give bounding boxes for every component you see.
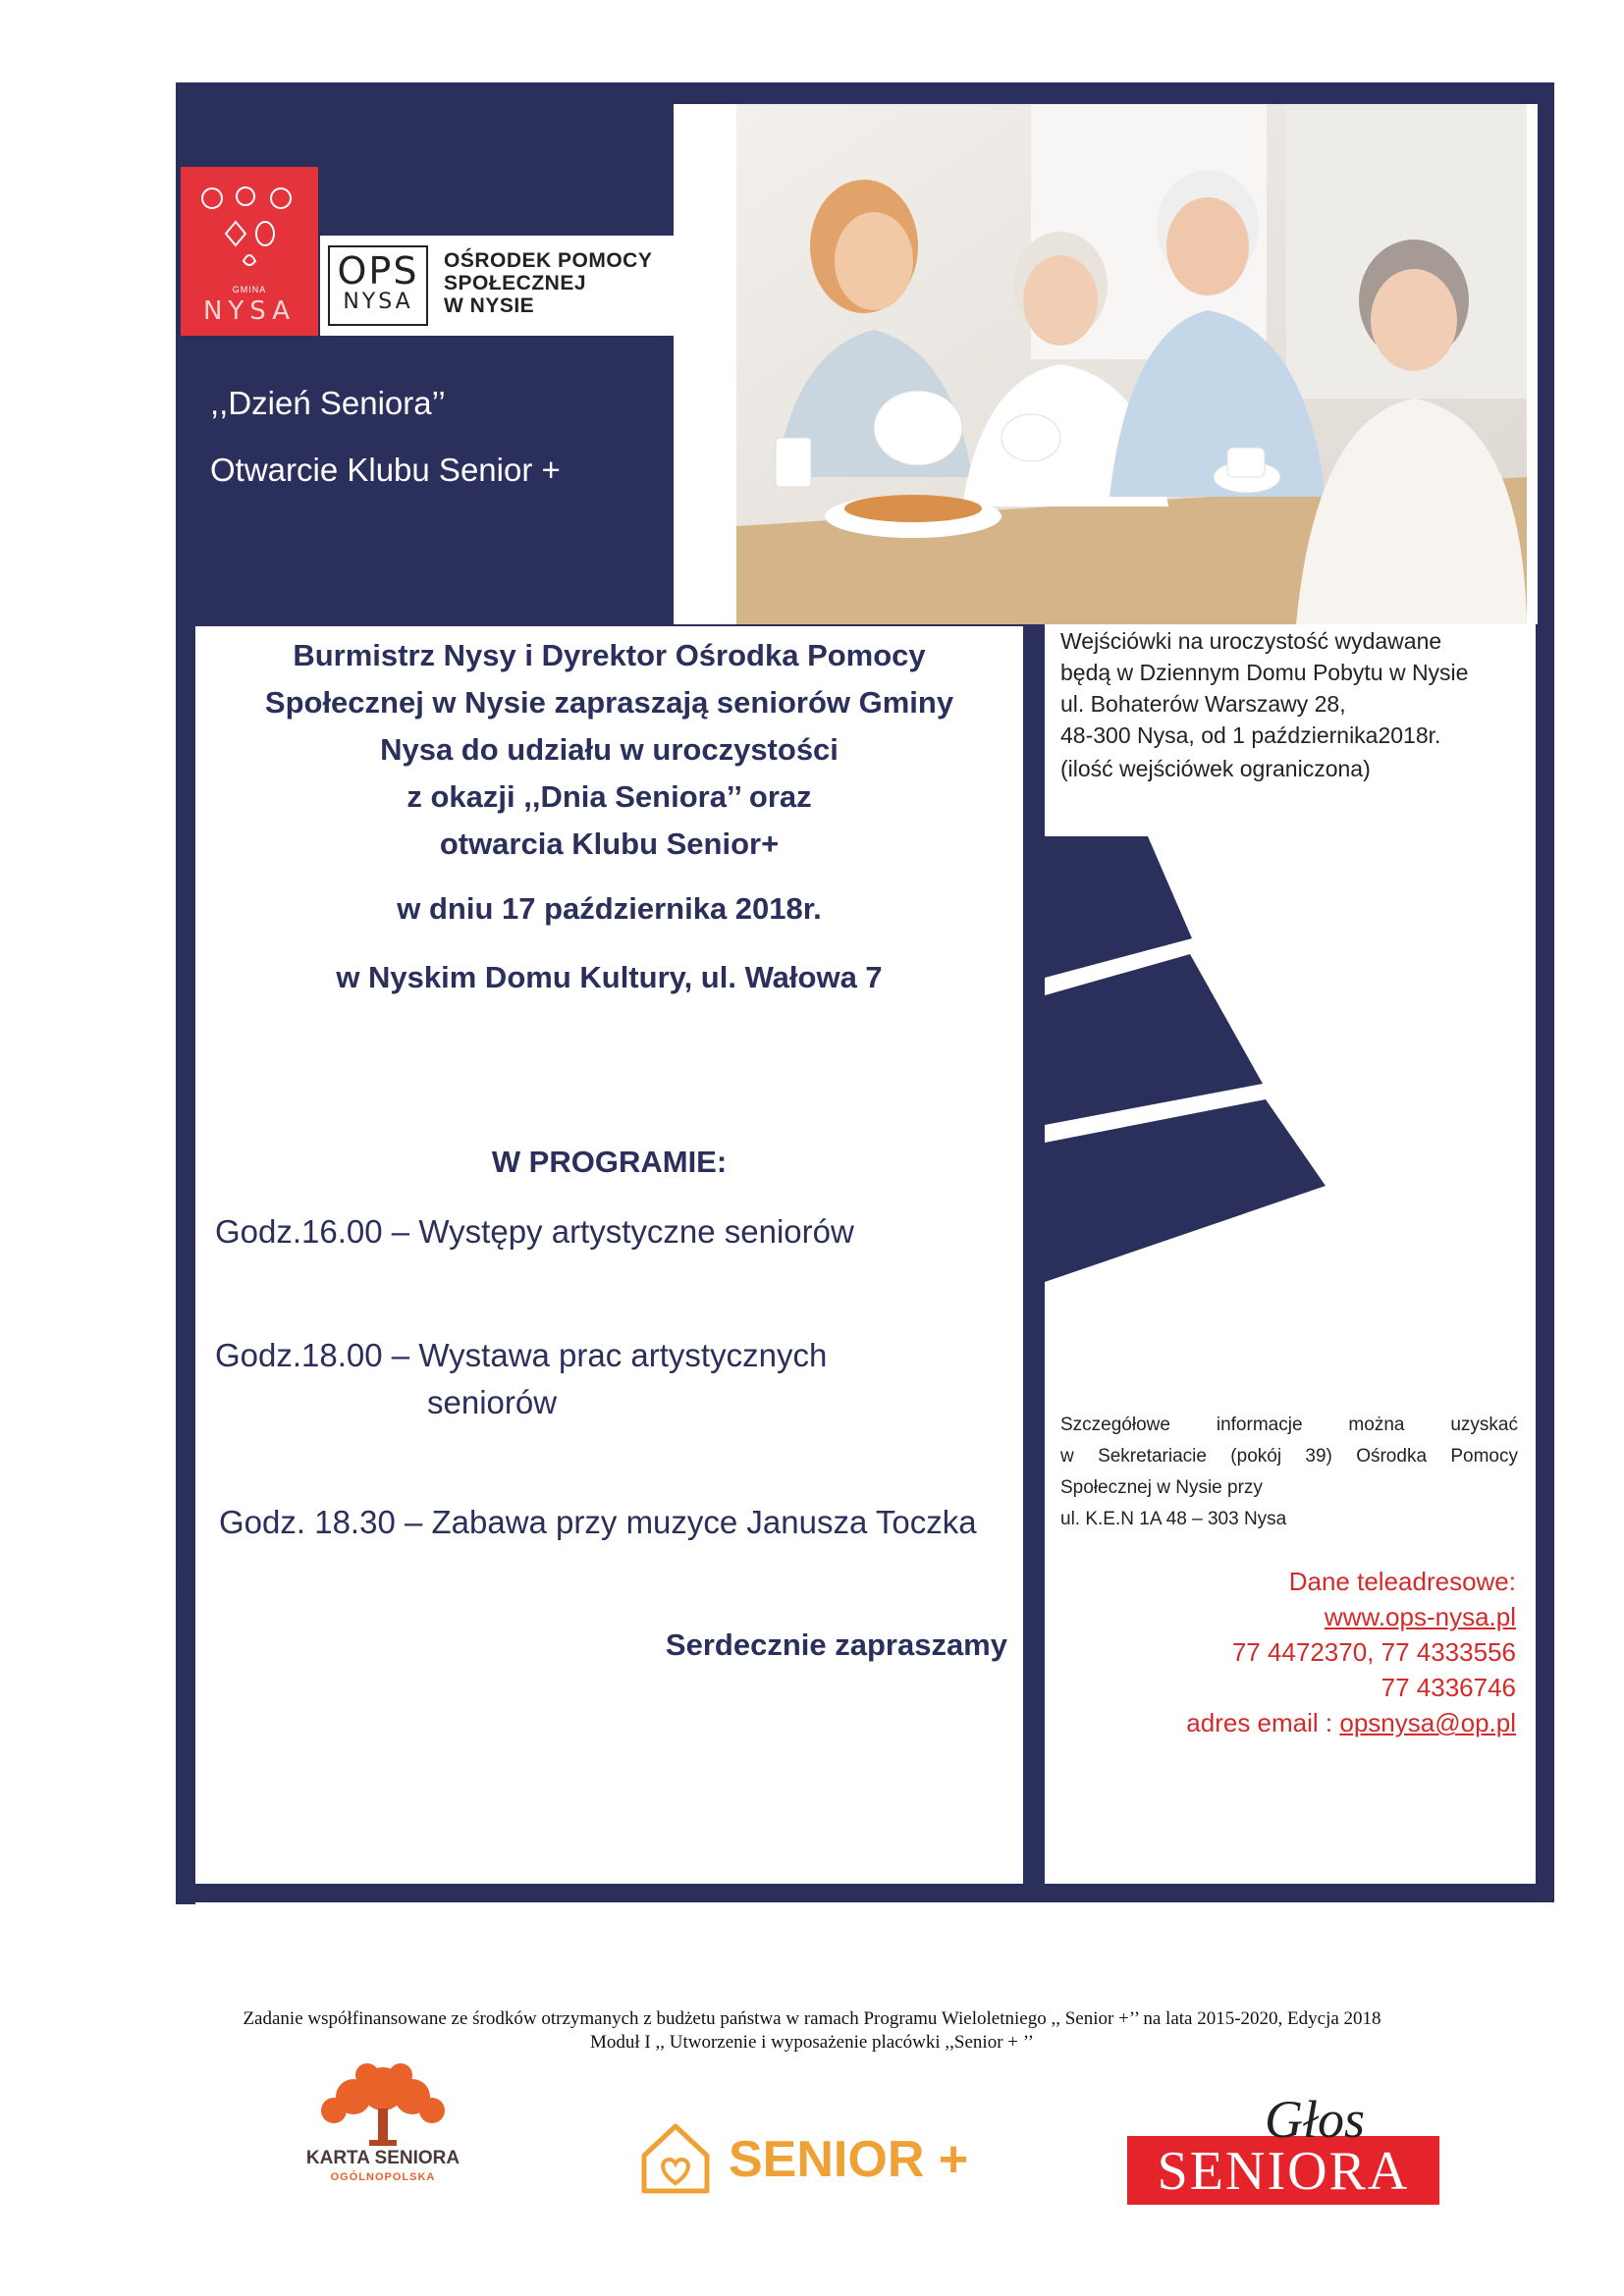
program-item-continued: seniorów xyxy=(427,1384,558,1420)
invitation-line: Nysa do udziału w uroczystości xyxy=(380,732,839,767)
house-heart-icon xyxy=(638,2118,727,2197)
invitation-line: otwarcia Klubu Senior+ xyxy=(439,827,780,861)
glos-script: Głos xyxy=(1265,2090,1366,2149)
info-line: w Sekretariacie (pokój 39) Ośrodka Pomocy xyxy=(1060,1446,1518,1467)
funding-note-line2: Moduł I ,, Utworzenie i wyposażenie placówki ,,Senior + ’’ xyxy=(590,2032,1034,2053)
invitation-line: Społecznej w Nysie zapraszają seniorów Gminy xyxy=(264,685,954,720)
tickets-line: 48-300 Nysa, od 1 października2018r. xyxy=(1060,722,1441,748)
tickets-line: (ilość wejściówek ograniczona) xyxy=(1060,756,1371,781)
decorative-slashes xyxy=(1045,830,1536,1282)
email-link[interactable]: opsnysa@op.pl xyxy=(1339,1708,1516,1737)
glos-word: SENIORA xyxy=(1157,2141,1410,2202)
karta-text: KARTA SENIORA xyxy=(305,2148,460,2168)
karta-subtext: OGÓLNOPOLSKA xyxy=(330,2171,436,2183)
program-item: Godz.16.00 – Występy artystyczne seniorów xyxy=(215,1213,854,1250)
funding-note-line1: Zadanie współfinansowane ze środków otrzymanych z budżetu państwa w ramach Programu Wieloletniego ,, Senior +’’ na lata 2015-2020, Edycja 2018 xyxy=(243,2008,1381,2029)
senior-plus-text: SENIOR + xyxy=(729,2131,969,2188)
event-date: w dniu 17 października 2018r. xyxy=(397,891,822,926)
info-line: Społecznej w Nysie przy xyxy=(1060,1477,1263,1498)
seniors-photo xyxy=(736,104,1527,624)
karta-seniora-logo xyxy=(285,2059,481,2197)
ops-nysa-logo xyxy=(320,236,674,336)
ops-city: NYSA xyxy=(343,290,413,314)
email-line: adres email : opsnysa@op.pl xyxy=(1186,1708,1516,1737)
event-title: ,,Dzień Seniora’’ xyxy=(210,385,446,421)
tickets-line: ul. Bohaterów Warszawy 28, xyxy=(1060,691,1346,717)
tree-icon xyxy=(285,2059,481,2148)
tickets-line: Wejściówki na uroczystość wydawane xyxy=(1060,628,1442,654)
invitation-panel xyxy=(195,626,1023,1884)
tickets-line: będą w Dziennym Domu Pobytu w Nysie xyxy=(1060,660,1469,685)
opening-title: Otwarcie Klubu Senior + xyxy=(210,452,561,488)
phone-number: 77 4336746 xyxy=(1380,1673,1516,1702)
gmina-label: GMINA xyxy=(232,285,267,294)
invitation-line: z okazji ,,Dnia Seniora’’ oraz xyxy=(406,779,812,814)
invitation-line: Burmistrz Nysy i Dyrektor Ośrodka Pomocy xyxy=(293,638,926,672)
info-line: ul. K.E.N 1A 48 – 303 Nysa xyxy=(1060,1509,1287,1529)
glos-seniora-logo xyxy=(1127,2089,1439,2205)
details-panel xyxy=(1045,624,1536,1884)
gmina-nysa-logo xyxy=(181,167,318,336)
phone-numbers: 77 4472370, 77 4333556 xyxy=(1231,1637,1516,1667)
website-link[interactable]: www.ops-nysa.pl xyxy=(1324,1602,1516,1631)
senior-plus-logo xyxy=(638,2118,1011,2197)
ops-full-name: OŚRODEK POMOCY SPOŁECZNEJ W NYSIE xyxy=(444,249,653,317)
ops-short: OPS xyxy=(337,249,419,293)
closing-text: Serdecznie zapraszamy xyxy=(665,1628,1007,1662)
program-item: Godz.18.00 – Wystawa prac artystycznych xyxy=(215,1337,828,1373)
program-heading: W PROGRAMIE: xyxy=(491,1145,728,1179)
info-line: Szczegółowe informacje można uzyskać xyxy=(1060,1415,1518,1435)
ops-mark xyxy=(328,245,428,326)
program-item: Godz. 18.30 – Zabawa przy muzyce Janusza Toczka xyxy=(219,1504,977,1540)
event-place: w Nyskim Domu Kultury, ul. Wałowa 7 xyxy=(336,960,883,994)
gmina-name: NYSA xyxy=(202,296,297,326)
contact-heading: Dane teleadresowe: xyxy=(1288,1567,1516,1596)
